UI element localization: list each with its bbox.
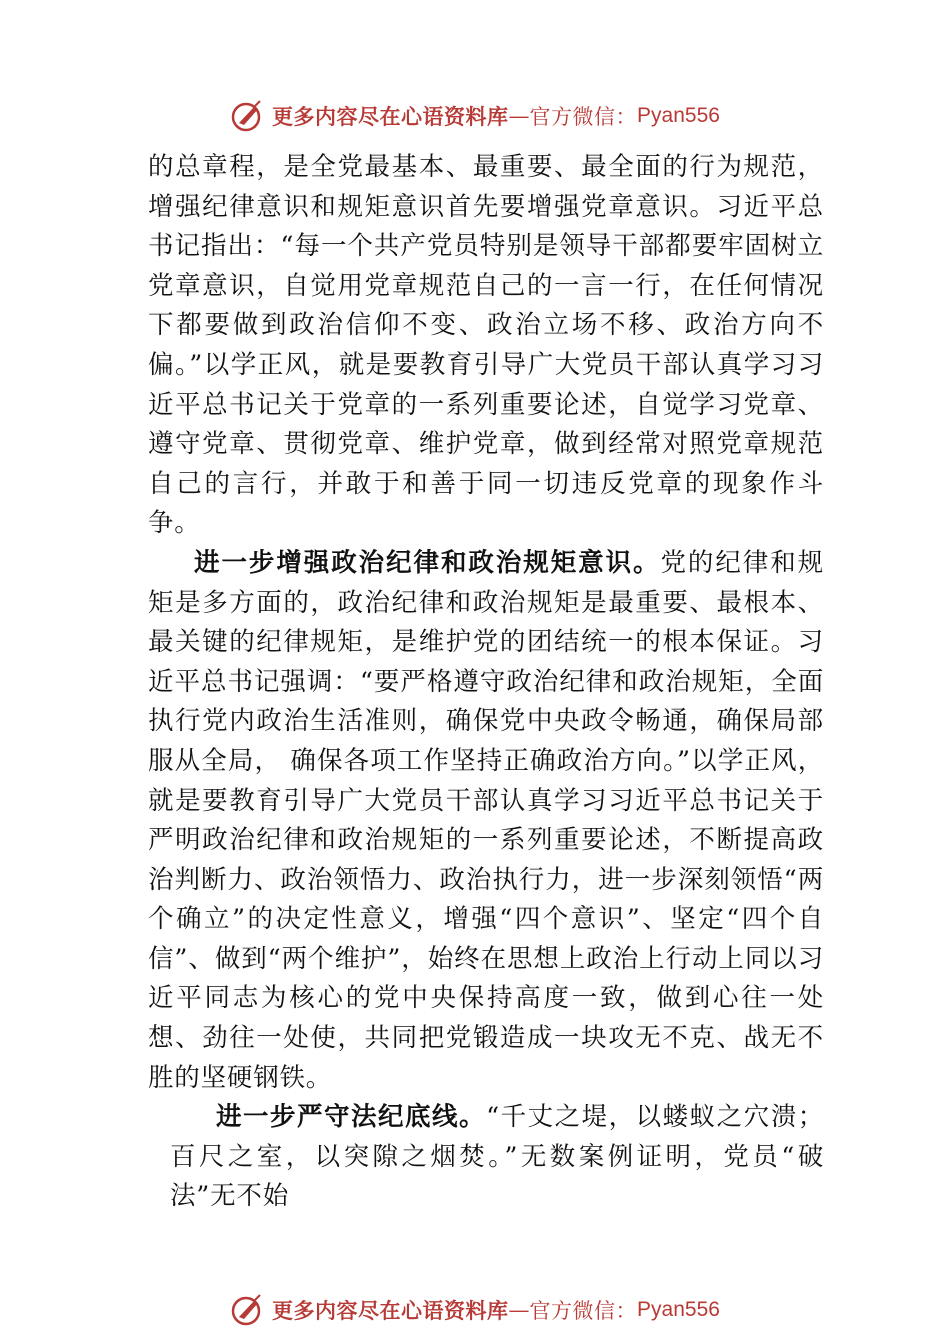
brush-logo-icon bbox=[230, 1293, 264, 1327]
brush-logo-icon bbox=[230, 99, 264, 133]
banner-separator: — bbox=[508, 104, 530, 128]
banner-title: 更多内容尽在心语资料库 bbox=[272, 104, 509, 129]
paragraph-2-heading: 进一步增强政治纪律和政治规矩意识。 bbox=[194, 547, 661, 578]
document-body bbox=[148, 148, 824, 1217]
header-banner bbox=[0, 96, 950, 136]
paragraph-3-heading: 进一步严守法纪底线。 bbox=[216, 1102, 487, 1133]
paragraph-3-text: “千丈之堤，以蝼蚁之穴溃；百尺之室，以突隙之烟焚。”无数案例证明，党员“破法”无不始 bbox=[170, 1102, 824, 1212]
paragraph-2 bbox=[148, 544, 824, 1098]
banner-wechat-id: Pyan556 bbox=[637, 104, 720, 127]
banner-wechat-label: 官方微信： bbox=[529, 105, 638, 129]
paragraph-3 bbox=[170, 1098, 824, 1217]
banner-separator: — bbox=[508, 1298, 530, 1322]
banner-wechat-label: 官方微信： bbox=[529, 1299, 638, 1323]
footer-banner bbox=[0, 1290, 950, 1330]
banner-title: 更多内容尽在心语资料库 bbox=[272, 1298, 509, 1323]
paragraph-2-text: 党的纪律和规矩是多方面的，政治纪律和政治规矩是最重要、最根本、最关键的纪律规矩，是维护党的团结统一的根本保证。习近平总书记强调：“要严格遵守政治纪律和政治规矩，全面执行党内政治生活准则，确保党中央政令畅通，确保局部服从全局， 确保各项工作坚持正确政治方向。”以学正风，就是要教育引导广大党员干部认真学习习近平总书记关于严明政治纪律和政治规矩的一系列重要论述，不断提高政治判断力、政治领悟力、政治执行力，进一步深刻领悟“两个确立”的决定性意义，增强“四个意识”、坚定“四个自信”、做到“两个维护”，始终在思想上政治上行动上同以习近平同志为核心的党中央保持高度一致，做到心往一处想、劲往一处使，共同把党锻造成一块攻无不克、战无不胜的坚硬钢铁。 bbox=[148, 547, 824, 1093]
banner-wechat-id: Pyan556 bbox=[637, 1298, 720, 1321]
paragraph-1: 的总章程，是全党最基本、最重要、最全面的行为规范，增强纪律意识和规矩意识首先要增强党章意识。习近平总书记指出：“每一个共产党员特别是领导干部都要牢固树立党章意识，自觉用党章规范自己的一言一行，在任何情况下都要做到政治信仰不变、政治立场不移、政治方向不偏。”以学正风，就是要教育引导广大党员干部认真学习习近平总书记关于党章的一系列重要论述，自觉学习党章、遵守党章、贯彻党章、维护党章，做到经常对照党章规范自己的言行，并敢于和善于同一切违反党章的现象作斗争。 bbox=[148, 152, 824, 539]
